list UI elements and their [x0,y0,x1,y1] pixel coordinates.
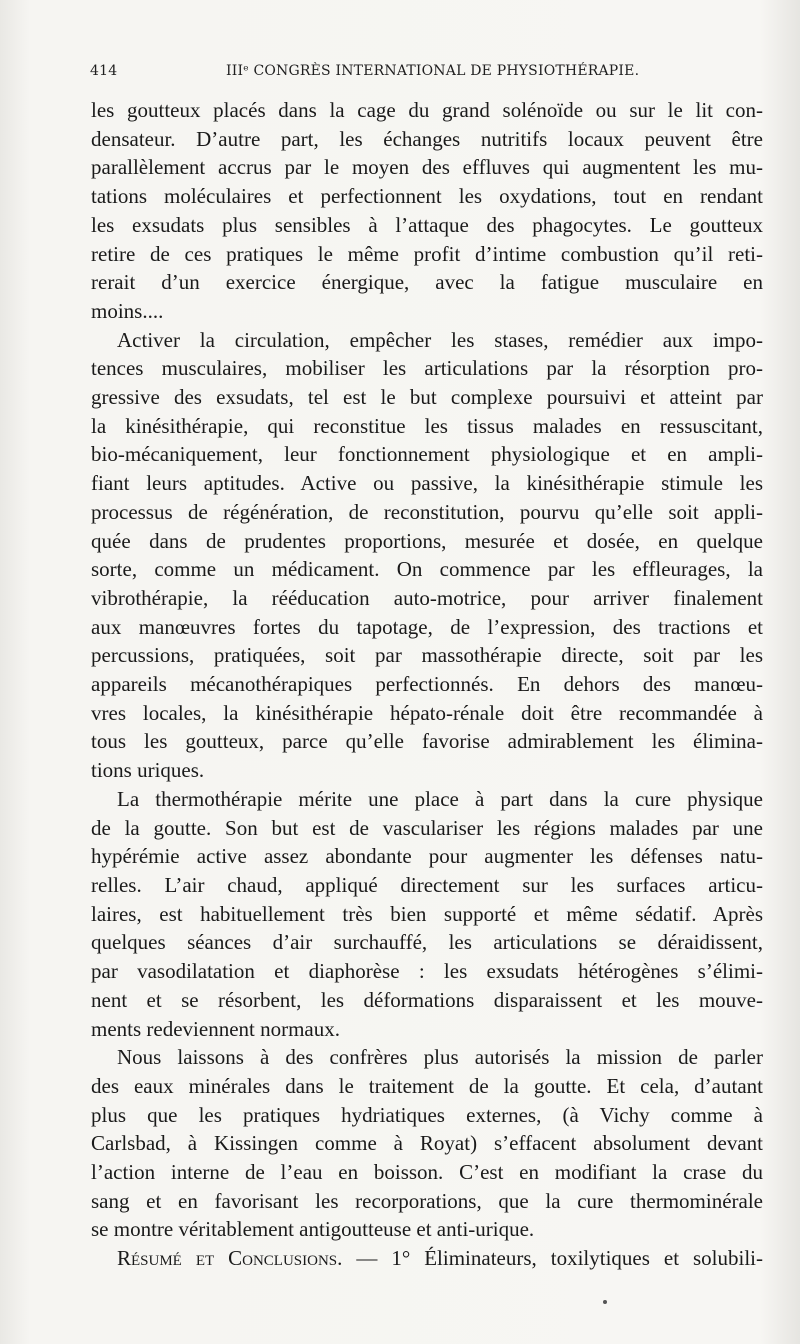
text-line: parallèlement accrus par le moyen des effluves qui augmentent les mu- [91,155,763,180]
text-line: Carlsbad, à Kissingen comme à Royat) s’effacent absolument devant [91,1131,763,1156]
text-line: quée dans de prudentes proportions, mesurée et dosée, en quelque [91,528,763,553]
text-line: rerait d’un exercice énergique, avec la fatigue musculaire en [91,270,763,295]
final-line [91,1244,763,1273]
text-line: vres locales, la kinésithérapie hépato-rénale doit être recommandée à [91,700,763,725]
text-line: sorte, comme un médicament. On commence par les effleurages, la [91,557,763,582]
text-line: laires, est habituellement très bien supporté et même sédatif. Après [91,901,763,926]
text-line: hypérémie active assez abondante pour augmenter les défenses natu- [91,844,763,869]
text-line: Activer la circulation, empêcher les stases, remédier aux impo- [117,327,763,352]
text-line: tions uriques. [91,758,205,783]
ink-speck [603,1300,607,1304]
text-line: par vasodilatation et diaphorèse : les exsudats hétérogènes s’élimi- [91,959,763,984]
text-line: les exsudats plus sensibles à l’attaque des phagocytes. Le goutteux [91,212,763,237]
text-line: la kinésithérapie, qui reconstitue les tissus malades en ressuscitant, [91,413,763,438]
body-text [91,96,763,1273]
text-line: ments redeviennent normaux. [91,1016,341,1041]
text-line: processus de régénération, de reconstitution, pourvu qu’elle soit appli- [91,499,763,524]
text-line: tous les goutteux, parce qu’elle favorise admirablement les élimina- [91,729,763,754]
running-header [90,63,650,79]
text-line: appareils mécanothérapiques perfectionnés. En dehors des manœu- [91,672,763,697]
text-line: quelques séances d’air surchauffé, les articulations se déraidissent, [91,930,763,955]
text-line: nent et se résorbent, les déformations disparaissent et les mouve- [91,987,763,1012]
text-line: Nous laissons à des confrères plus autorisés la mission de parler [117,1045,763,1070]
text-line: bio-mécaniquement, leur fonctionnement physiologique et en ampli- [91,442,763,467]
text-line: de la goutte. Son but est de vasculariser les régions malades par une [91,815,763,840]
text-line: des eaux minérales dans le traitement de la goutte. Et cela, d’autant [91,1073,763,1098]
text-line: moins.... [91,298,164,323]
text-line: sang et en favorisant les recorporations, que la cure thermominérale [91,1188,763,1213]
page-number: 414 [90,63,118,79]
text-line: vibrothérapie, la rééducation auto-motrice, pour arriver finalement [91,585,763,610]
text-line: les goutteux placés dans la cage du grand solénoïde ou sur le lit con- [91,98,763,122]
text-line: plus que les pratiques hydriatiques externes, (à Vichy comme à [91,1102,763,1127]
text-line: relles. L’air chaud, appliqué directement sur les surfaces articu- [91,872,763,897]
text-line: retire de ces pratiques le même profit d’intime combustion qu’il reti- [91,241,763,266]
text-line: tations moléculaires et perfectionnent les oxydations, tout en rendant [91,184,763,209]
text-line: La thermothérapie mérite une place à part dans la cure physique [117,786,763,811]
section-heading: Résumé et Conclusions. [117,1246,343,1271]
final-line-text: — 1° Éliminateurs, toxilytiques et solubili- [342,1246,763,1271]
running-title: IIIᵉ CONGRÈS INTERNATIONAL DE PHYSIOTHÉRAPIE. [226,63,640,79]
text-line: se montre véritablement antigoutteuse et anti-urique. [91,1217,535,1242]
text-line: densateur. D’autre part, les échanges nutritifs locaux peuvent être [91,126,763,151]
text-line: gressive des exsudats, tel est le but complexe poursuivi et atteint par [91,385,763,410]
text-line: l’action interne de l’eau en boisson. C’est en modifiant la crase du [91,1160,763,1185]
text-line: aux manœuvres fortes du tapotage, de l’expression, des tractions et [91,614,763,639]
text-line: tences musculaires, mobiliser les articulations par la résorption pro- [91,356,763,381]
text-line: percussions, pratiquées, soit par massothérapie directe, soit par les [91,643,763,668]
text-line: fiant leurs aptitudes. Active ou passive, la kinésithérapie stimule les [91,471,763,496]
